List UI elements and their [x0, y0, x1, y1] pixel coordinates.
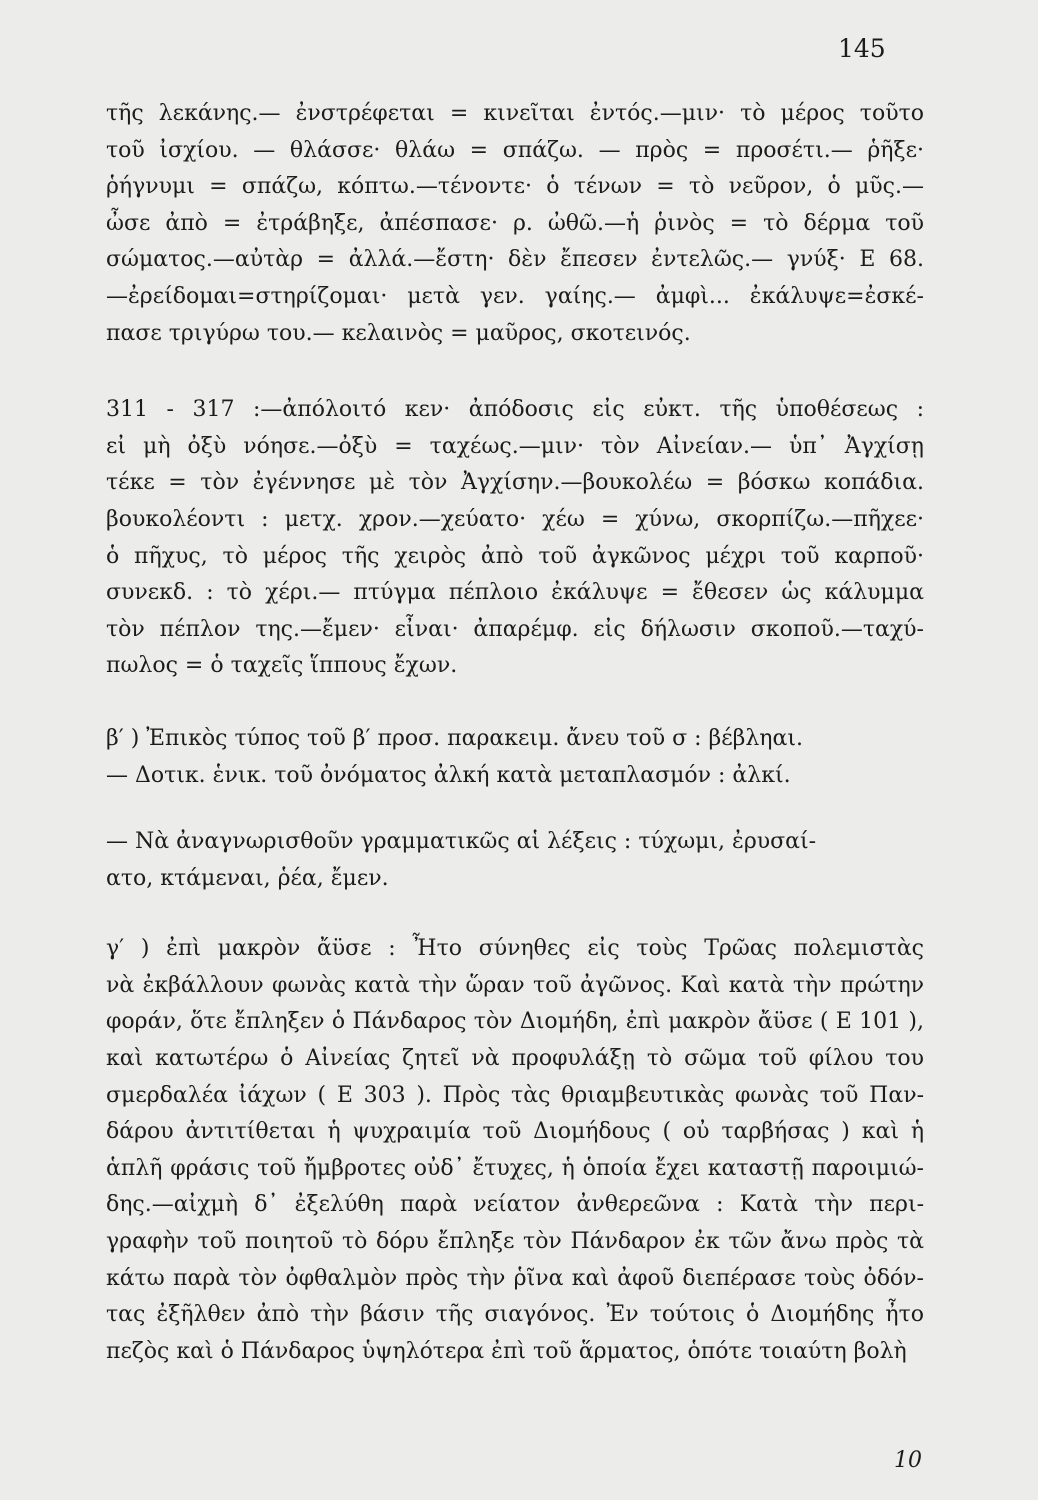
text-line: βουκολέοντι : μετχ. χρον.—χεύατο· χέω = χύνω, σκορπίζω.—πῆχεε·: [106, 506, 924, 532]
text-line: φοράν, ὅτε ἔπληξεν ὁ Πάνδαρος τὸν Διομήδη, ἐπὶ μακρὸν ἄϋσε ( Ε 101 ),: [106, 1009, 924, 1035]
text-line: γ′ ) ἐπὶ μακρὸν ἄϋσε : Ἦτο σύνηθες εἰς τοὺς Τρῶας πολεμιστὰς: [106, 936, 924, 962]
signature-mark: 10: [894, 1448, 922, 1473]
text-line: —ἐρείδομαι=στηρίζομαι· μετὰ γεν. γαίης.— ἀμφὶ... ἐκάλυψε=ἐσκέ-: [106, 283, 924, 309]
text-line: σώματος.—αὐτὰρ = ἀλλά.—ἔστη· δὲν ἔπεσεν ἐντελῶς.— γνύξ· Ε 68.: [106, 247, 924, 273]
paragraph-beta: [106, 721, 924, 794]
text-line: δης.—αἰχμὴ δ᾽ ἐξελύθη παρὰ νείατον ἀνθερεῶνα : Κατὰ τὴν περι-: [106, 1192, 924, 1218]
text-line: καὶ κατωτέρω ὁ Αἰνείας ζητεῖ νὰ προφυλάξῃ τὸ σῶμα τοῦ φίλου του: [106, 1046, 924, 1072]
text-line: πωλος = ὁ ταχεῖς ἵππους ἔχων.: [106, 653, 458, 679]
text-line: δάρου ἀντιτίθεται ἡ ψυχραιμία τοῦ Διομήδους ( οὐ ταρβήσας ) καὶ ἡ: [106, 1119, 924, 1145]
text-line: τέκε = τὸν ἐγέννησε μὲ τὸν Ἀγχίσην.—βουκολέω = βόσκω κοπάδια.: [106, 470, 924, 496]
text-line: συνεκδ. : τὸ χέρι.— πτύγμα πέπλοιο ἐκάλυψε = ἔθεσεν ὡς κάλυμμα: [106, 580, 924, 606]
text-line: τας ἐξῆλθεν ἀπὸ τὴν βάσιν τῆς σιαγόνος. Ἐν τούτοις ὁ Διομήδης ἦτο: [106, 1302, 924, 1328]
text-line: νὰ ἐκβάλλουν φωνὰς κατὰ τὴν ὥραν τοῦ ἀγῶνος. Καὶ κατὰ τὴν πρώτην: [106, 972, 924, 998]
paragraph-notes-311-317: [106, 392, 924, 685]
text-line: σμερδαλέα ἰάχων ( Ε 303 ). Πρὸς τὰς θριαμβευτικὰς φωνὰς τοῦ Παν-: [106, 1082, 924, 1108]
text-line: ὦσε ἀπὸ = ἐτράβηξε, ἀπέσπασε· ρ. ὠθῶ.—ἡ ῥινὸς = τὸ δέρμα τοῦ: [106, 210, 924, 236]
paragraph-gamma: [106, 931, 924, 1370]
text-line: πεζὸς καὶ ὁ Πάνδαρος ὑψηλότερα ἐπὶ τοῦ ἅρματος, ὁπότε τοιαύτη βολὴ: [106, 1338, 907, 1364]
text-line: ἁπλῆ φράσις τοῦ ἤμβροτες οὐδ᾽ ἔτυχες, ἡ ὁποία ἔχει καταστῇ παροιμιώ-: [106, 1155, 924, 1181]
text-line: κάτω παρὰ τὸν ὀφθαλμὸν πρὸς τὴν ῥῖνα καὶ ἀφοῦ διεπέρασε τοὺς ὀδόν-: [106, 1265, 924, 1291]
text-line: ῥήγνυμι = σπάζω, κόπτω.—τένοντε· ὁ τένων = τὸ νεῦρον, ὁ μῦς.—: [106, 174, 924, 200]
paragraph-notes-1: [106, 96, 924, 352]
text-line: γραφὴν τοῦ ποιητοῦ τὸ δόρυ ἔπληξε τὸν Πάνδαρον ἐκ τῶν ἄνω πρὸς τὰ: [106, 1229, 924, 1255]
page-number: 145: [838, 34, 886, 63]
text-line: τὸν πέπλον της.—ἔμεν· εἶναι· ἀπαρέμφ. εἰς δήλωσιν σκοποῦ.—ταχύ-: [106, 616, 924, 642]
text-line: τῆς λεκάνης.— ἐνστρέφεται = κινεῖται ἐντός.—μιν· τὸ μέρος τοῦτο: [106, 101, 924, 126]
text-line: εἰ μὴ ὀξὺ νόησε.—ὀξὺ = ταχέως.—μιν· τὸν Αἰνείαν.— ὑπ᾽ Ἀγχίσῃ: [106, 433, 924, 459]
text-line: πασε τριγύρω του.— κελαινὸς = μαῦρος, σκοτεινός.: [106, 320, 691, 346]
text-line: 311 - 317 :—ἀπόλοιτό κεν· ἀπόδοσις εἰς εὐκτ. τῆς ὑποθέσεως :: [106, 397, 924, 423]
text-line: ὁ πῆχυς, τὸ μέρος τῆς χειρὸς ἀπὸ τοῦ ἀγκῶνος μέχρι τοῦ καρποῦ·: [106, 543, 924, 569]
text-line: β′ ) Ἐπικὸς τύπος τοῦ β′ προσ. παρακειμ. ἄνευ τοῦ σ : βέβληαι.: [106, 725, 803, 751]
text-line: — Δοτικ. ἑνικ. τοῦ ὀνόματος ἀλκή κατὰ μεταπλασμόν : ἀλκί.: [106, 762, 791, 788]
text-line: τοῦ ἰσχίου. — θλάσσε· θλάω = σπάζω. — πρὸς = προσέτι.— ῥῆξε·: [106, 137, 924, 163]
page-body: [106, 96, 924, 1370]
text-line: ατο, κτάμεναι, ῥέα, ἔμεν.: [106, 865, 389, 891]
paragraph-exercise: [106, 824, 924, 897]
text-line: — Νὰ ἀναγνωρισθοῦν γραμματικῶς αἱ λέξεις : τύχωμι, ἐρυσαί-: [106, 829, 817, 855]
